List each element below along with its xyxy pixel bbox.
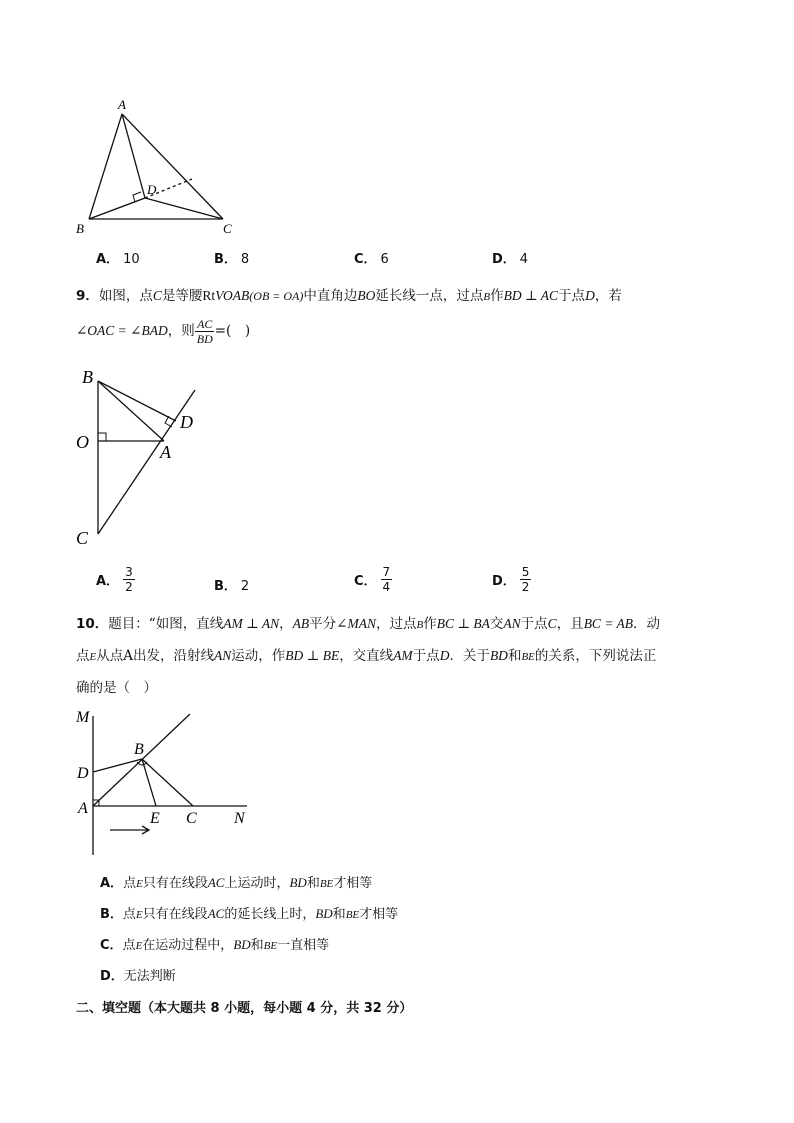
q9-option-c: C． $\frac{7}{4}$ bbox=[354, 565, 391, 594]
q10-stem-line1: 10．题目：“如图，直线AM ⊥ AN，AB平分∠MAN，过点B作BC ⊥ BA交AN于点C，且BC = AB．动 bbox=[76, 616, 661, 632]
q10-label-D: D bbox=[77, 765, 89, 782]
q9-label-D: D bbox=[180, 412, 193, 432]
q10-label-C: C bbox=[186, 810, 197, 827]
q10-label-A: A bbox=[78, 800, 88, 817]
q9-stem-line1: 9．如图，点C是等腰RtVOAB(OB = OA)中直角边BO延长线一点，过点B作BD ⊥ AC于点D，若 bbox=[76, 288, 622, 304]
q9-option-d: D． $\frac{5}{2}$ bbox=[492, 565, 530, 594]
q8-label-C: C bbox=[223, 221, 232, 236]
q10-figure bbox=[70, 700, 260, 860]
q10-option-a: A．点E只有在线段AC上运动时，BD和BE才相等 bbox=[100, 875, 373, 891]
q10-label-B: B bbox=[134, 741, 144, 758]
q8-label-A: A bbox=[118, 97, 126, 112]
q8-label-B: B bbox=[76, 221, 84, 236]
q9-figure bbox=[70, 360, 210, 555]
q10-label-E: E bbox=[150, 810, 160, 827]
q8-option-a: A． 10 bbox=[96, 252, 140, 267]
q10-option-d: D．无法判断 bbox=[100, 969, 176, 984]
q10-option-c: C．点E在运动过程中，BD和BE一直相等 bbox=[100, 937, 330, 953]
q8-label-D: D bbox=[147, 182, 157, 197]
q10-stem-line3: 确的是（ ） bbox=[76, 680, 157, 696]
q9-fraction: $\frac{AC}{BD}$ bbox=[196, 317, 213, 346]
section-2-title: 二、填空题 bbox=[76, 1001, 142, 1016]
q8-option-b: B． 8 bbox=[214, 252, 250, 267]
q9-option-a: A． $\frac{3}{2}$ bbox=[96, 565, 133, 594]
q8-option-c: C． 6 bbox=[354, 252, 389, 267]
q10-stem-line2: 点E从点A出发，沿射线AN运动，作BD ⊥ BE，交直线AM于点D．关于BD和BE的关系，下列说法正 bbox=[76, 648, 657, 664]
section-2-detail: （本大题共 8 小题，每小题 4 分，共 32 分） bbox=[141, 1001, 413, 1016]
section-2-heading bbox=[76, 997, 412, 1016]
q10-label-M: M bbox=[76, 709, 90, 726]
q9-stem-line2: ∠OAC = ∠BAD，则 $\frac{AC}{BD}$ =( ) bbox=[76, 317, 251, 346]
q10-option-b: B．点E只有在线段AC的延长线上时，BD和BE才相等 bbox=[100, 906, 399, 922]
q8-figure bbox=[70, 95, 240, 240]
q9-label-C: C bbox=[76, 528, 89, 548]
q8-option-d: D． 4 bbox=[492, 252, 529, 267]
q9-label-B: B bbox=[82, 367, 93, 387]
q9-label-A: A bbox=[160, 442, 171, 462]
q10-label-N: N bbox=[234, 810, 245, 827]
q9-option-b: B． 2 bbox=[214, 579, 250, 594]
q9-label-O: O bbox=[76, 432, 89, 452]
